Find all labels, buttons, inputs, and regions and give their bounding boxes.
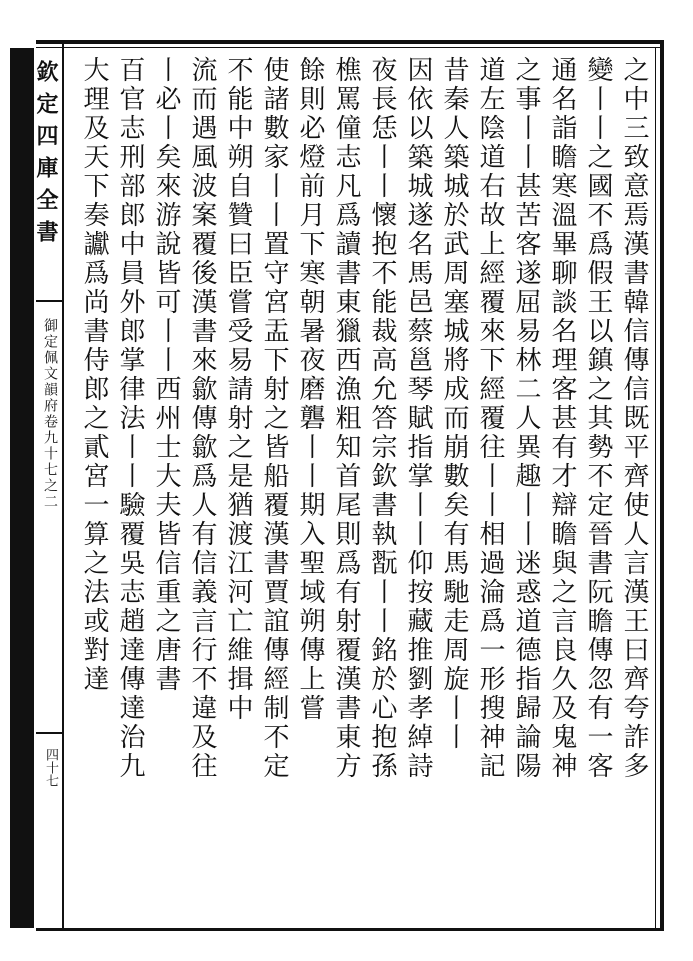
- text-column: 大理及天下奏讞爲尚書侍郎之貳宮一算之法或對達: [79, 56, 109, 694]
- binding-edge: [10, 48, 32, 928]
- right-border-inner: [655, 47, 656, 928]
- top-border-inner: [36, 47, 664, 48]
- fishtail-mark: [36, 300, 62, 302]
- text-column: 昔秦人築城於武周塞城將成而崩數矣有馬馳走周旋丨丨: [439, 56, 469, 752]
- text-column: 變丨丨之國不爲假王以鎮之其勢不定晉書阮瞻傳忽有一客: [583, 56, 613, 781]
- text-column: 樵罵僮志凡爲讀書東獵西漁粗知首尾則爲有射覆漢書東方: [331, 56, 361, 781]
- text-column: 流而遇風波案覆後漢書來歙傳歙爲人有信義言行不違及往: [187, 56, 217, 781]
- text-column: 因依以築城遂名馬邑蔡邕琴賦指掌丨丨仰按藏推劉孝綽詩: [403, 56, 433, 781]
- bottom-border: [36, 928, 664, 931]
- right-border: [660, 40, 664, 931]
- page-number: 四十七: [43, 748, 58, 787]
- text-column: 通名詣瞻寒溫畢聊談名理客甚有才辯瞻與之言良久及鬼神: [547, 56, 577, 781]
- book-title: 欽定四庫全書: [33, 60, 59, 252]
- text-column: 使諸數家丨丨置守宮盂下射之皆船覆漢書賈誼傳經制不定: [259, 56, 289, 781]
- fishtail-mark-lower: [36, 732, 62, 734]
- volume-label: 御定佩文韻府卷九十七之二: [42, 318, 58, 510]
- text-column: 不能中朔自贊曰臣嘗受易請射之是猶渡江河亡維揖中: [223, 56, 253, 723]
- text-column: 丨必丨矣來游說皆可丨丨西州士大夫皆信重之唐書: [151, 56, 181, 694]
- text-column: 夜長恁丨丨懷抱不能裁高允答宗欽書執翫丨丨銘於心抱孫: [367, 56, 397, 781]
- text-column: 道左陰道右故上經覆來下經覆往丨丨相過淪爲一形搜神記: [475, 56, 505, 781]
- top-border: [36, 40, 664, 44]
- text-column: 餘則必燈前月下寒朝暑夜磨礱丨丨期入聖域朔傳上嘗: [295, 56, 325, 723]
- text-column: 之事丨丨甚苦客遂屈易林二人異趣丨丨迷惑道德指歸論陽: [511, 56, 541, 781]
- text-column: 百官志刑部郎中員外郎掌律法丨丨驗覆吳志趙達傳達治九: [115, 56, 145, 781]
- text-column: 之中三致意焉漢書韓信傳信既平齊使人言漢王曰齊夸詐多: [619, 56, 649, 781]
- margin-divider: [62, 44, 64, 928]
